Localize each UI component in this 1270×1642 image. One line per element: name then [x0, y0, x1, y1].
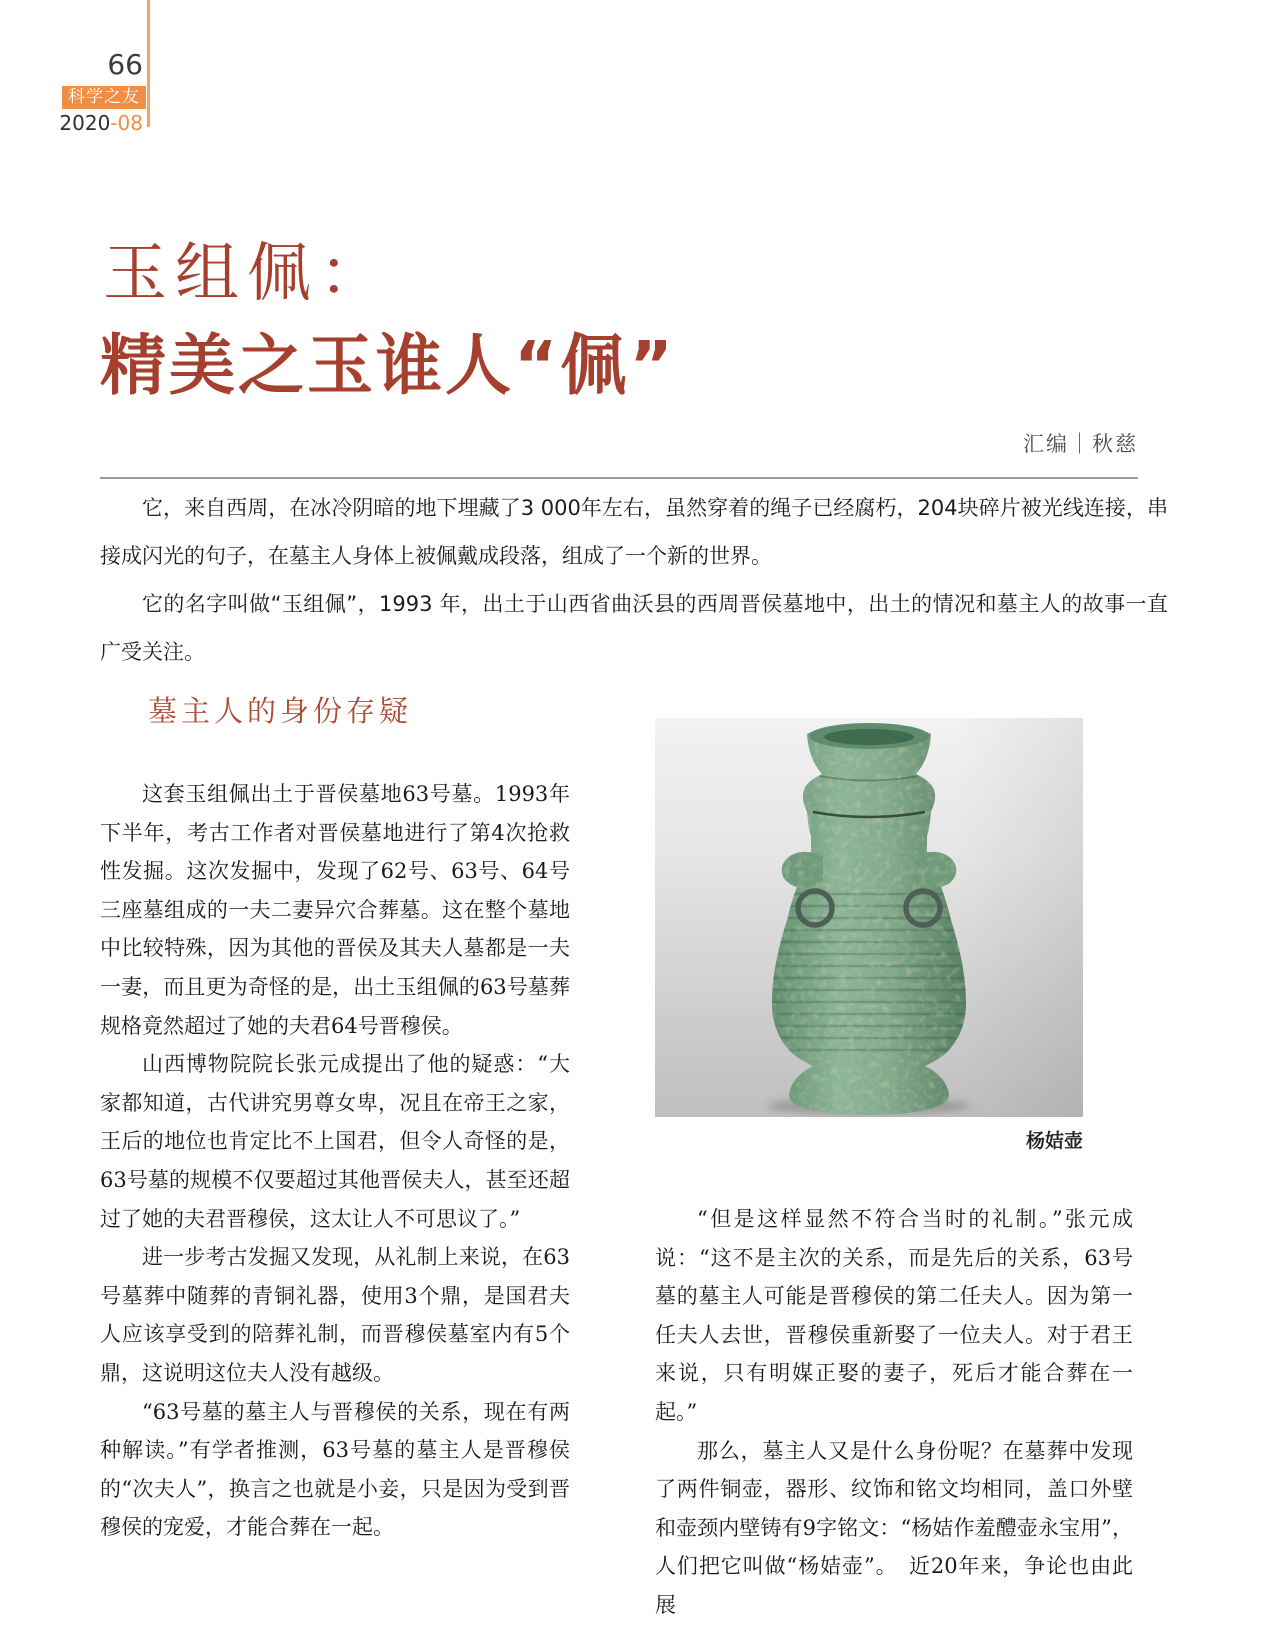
article-title-main: 精美之玉谁人“佩”: [100, 327, 676, 404]
issue-month: -08: [110, 111, 143, 135]
paragraph: “63号墓的墓主人与晋穆侯的关系，现在有两种解读。”有学者推测，63号墓的墓主人是晋穆侯的“次夫人”，换言之也就是小妾，只是因为受到晋穆侯的宠爱，才能合葬在一起。: [100, 1399, 570, 1540]
figure-caption: 杨姞壶: [1025, 1130, 1083, 1152]
paragraph: 进一步考古发掘又发现，从礼制上来说，在63号墓葬中随葬的青铜礼器，使用3个鼎，是国君夫人应该享受到的陪葬礼制，而晋穆侯墓室内有5个鼎，这说明这位夫人没有越级。: [100, 1245, 570, 1385]
left-column-text: [100, 775, 570, 1547]
divider-rule: [100, 477, 1138, 479]
article-title-kicker: 玉组佩：: [103, 237, 391, 311]
left-column: [100, 690, 570, 1547]
issue-date: [0, 111, 143, 135]
paragraph: 这套玉组佩出土于晋侯墓地63号墓。1993年下半年，考古工作者对晋侯墓地进行了第4次抢救性发掘。这次发掘中，发现了62号、63号、64号三座墓组成的一夫二妻异穴合葬墓。这在整个墓地中比较特殊，因为其他的晋侯及其夫人墓都是一夫一妻，而且更为奇怪的是，出土玉组佩的63号墓葬规格竟然超过了她的夫君64号晋穆侯。: [100, 782, 570, 1038]
intro-block: [100, 484, 1168, 676]
section-heading: 墓主人的身份存疑: [148, 694, 413, 728]
issue-year: 2020: [59, 111, 111, 135]
byline: 汇编｜秋慈: [1023, 432, 1138, 456]
right-column-text: [655, 1200, 1133, 1625]
masthead-divider: [147, 0, 150, 127]
bronze-vessel-photo: [655, 718, 1083, 1117]
paragraph: 那么，墓主人又是什么身份呢？在墓葬中发现了两件铜壶，器形、纹饰和铭文均相同，盖口外壁和壶颈内壁铸有9字铭文：“杨姞作羞醴壶永宝用”，人们把它叫做“杨姞壶”。 近20年来，争论也由此展: [655, 1438, 1133, 1617]
page-number: 66: [107, 48, 143, 81]
paragraph: 它，来自西周，在冰冷阴暗的地下埋藏了3 000年左右，虽然穿着的绳子已经腐朽，204块碎片被光线连接，串接成闪光的句子，在墓主人身体上被佩戴成段落，组成了一个新的世界。: [100, 496, 1168, 568]
figure: [655, 718, 1083, 1153]
magazine-name-badge: 科学之友: [62, 86, 146, 109]
paragraph: 山西博物院院长张元成提出了他的疑惑：“大家都知道，古代讲究男尊女卑，况且在帝王之家，王后的地位也肯定比不上国君，但令人奇怪的是，63号墓的规模不仅要超过其他晋侯夫人，甚至还超过了她的夫君晋穆侯，这太让人不可思议了。”: [100, 1052, 570, 1231]
right-column: [655, 718, 1133, 1625]
paragraph: 它的名字叫做“玉组佩”，1993 年，出土于山西省曲沃县的西周晋侯墓地中，出土的情况和墓主人的故事一直广受关注。: [100, 592, 1168, 664]
paragraph: “但是这样显然不符合当时的礼制。”张元成说：“这不是主次的关系，而是先后的关系，63号墓的墓主人可能是晋穆侯的第二任夫人。因为第一任夫人去世，晋穆侯重新娶了一位夫人。对于君王来说，只有明媒正娶的妻子，死后才能合葬在一起。”: [655, 1207, 1133, 1424]
